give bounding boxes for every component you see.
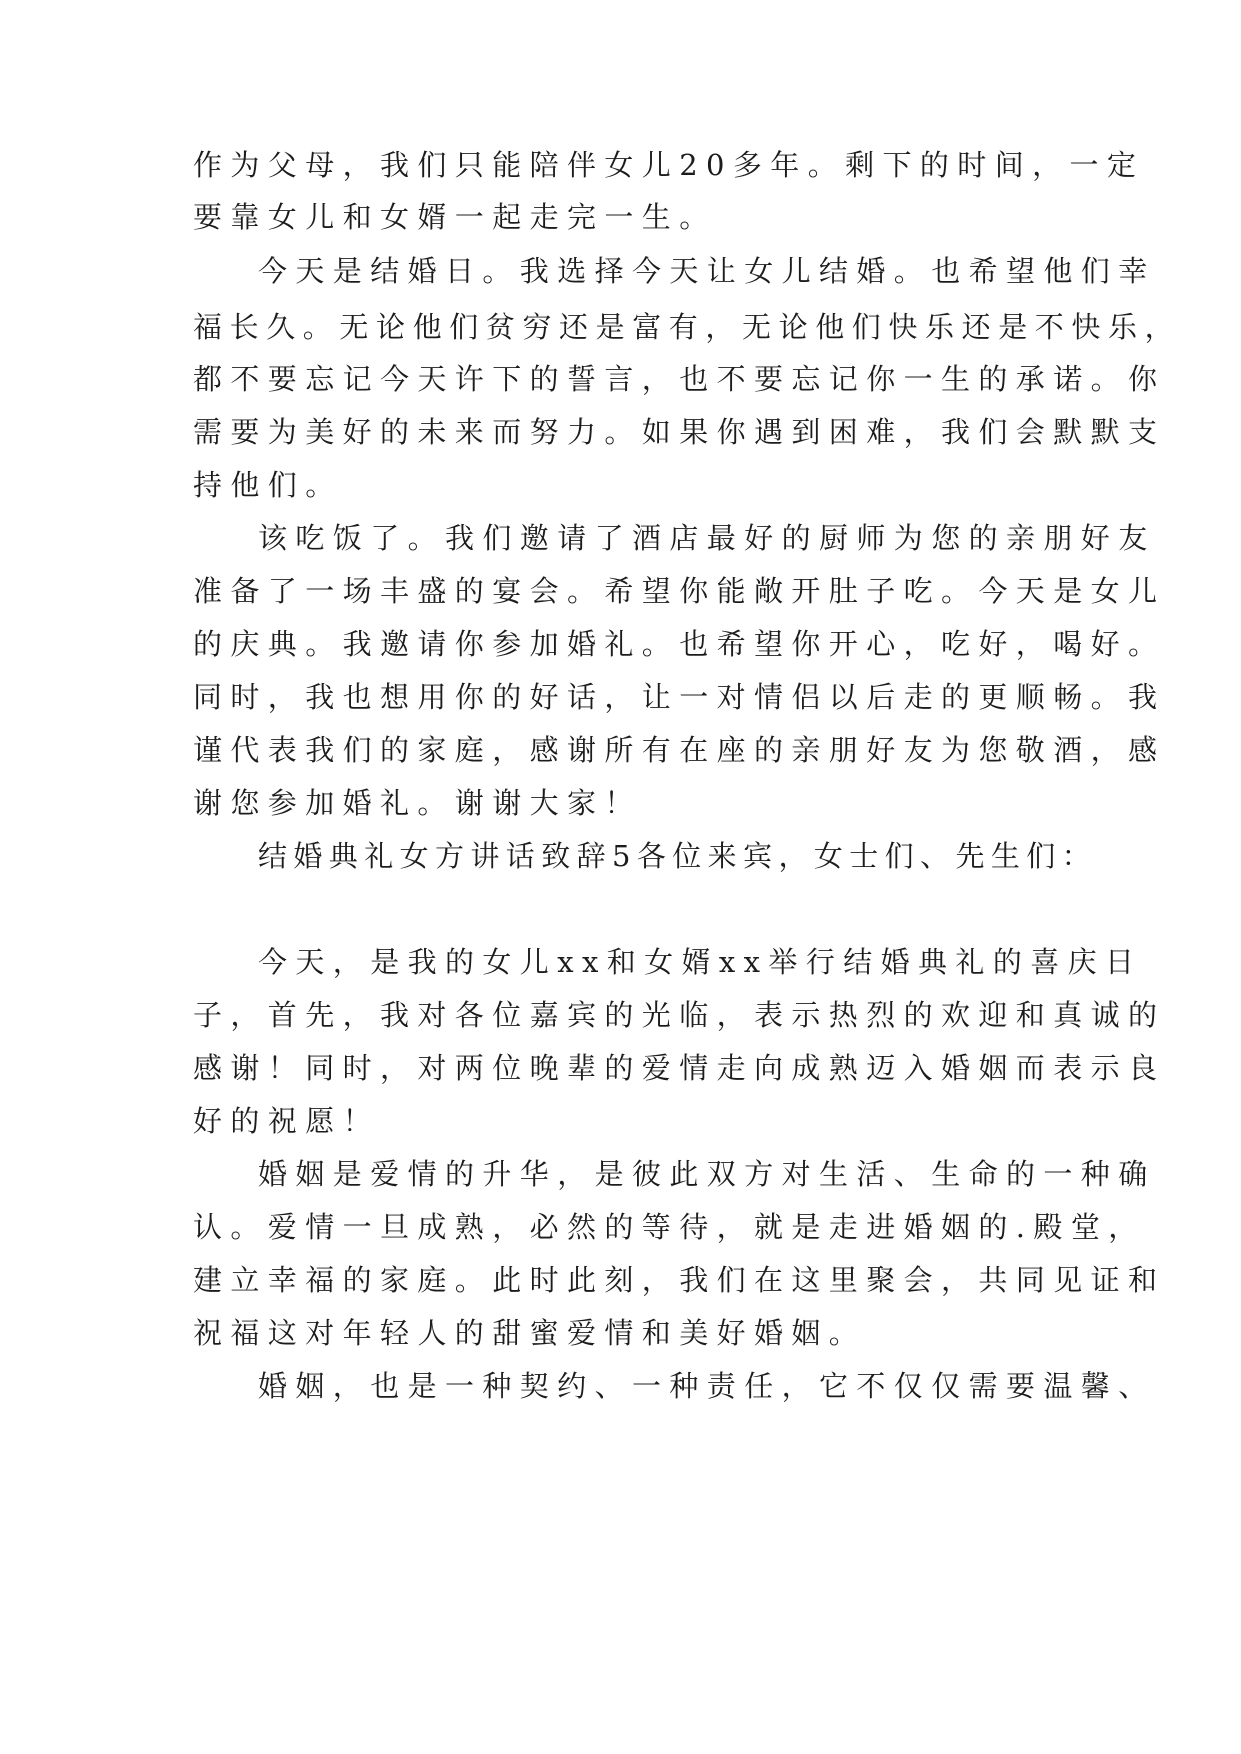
text-line-2: 要靠女儿和女婿一起走完一生。 xyxy=(193,200,717,234)
text-line-17: 感谢！同时，对两位晚辈的爱情走向成熟迈入婚姻而表示良 xyxy=(193,1051,1166,1085)
text-line-19: 婚姻是爱情的升华，是彼此双方对生活、生命的一种确 xyxy=(258,1157,1156,1191)
text-line-22: 祝福这对年轻人的甜蜜爱情和美好婚姻。 xyxy=(193,1316,867,1350)
text-line-23: 婚姻，也是一种契约、一种责任，它不仅仅需要温馨、 xyxy=(258,1369,1156,1403)
text-line-21: 建立幸福的家庭。此时此刻，我们在这里聚会，共同见证和 xyxy=(193,1263,1166,1297)
text-line-20: 认。爱情一旦成熟，必然的等待，就是走进婚姻的.殿堂， xyxy=(193,1210,1146,1244)
text-line-15: 今天，是我的女儿xx和女婿xx举行结婚典礼的喜庆日 xyxy=(258,945,1143,979)
text-line-4: 福长久。无论他们贫穷还是富有，无论他们快乐还是不快乐， xyxy=(193,310,1182,344)
text-line-14: 结婚典礼女方讲话致辞5各位来宾，女士们、先生们： xyxy=(258,839,1098,873)
text-line-6: 需要为美好的未来而努力。如果你遇到困难，我们会默默支 xyxy=(193,415,1166,449)
text-line-7: 持他们。 xyxy=(193,468,343,502)
text-line-11: 同时，我也想用你的好话，让一对情侣以后走的更顺畅。我 xyxy=(193,680,1166,714)
text-line-3: 今天是结婚日。我选择今天让女儿结婚。也希望他们幸 xyxy=(258,254,1156,288)
text-line-12: 谨代表我们的家庭，感谢所有在座的亲朋好友为您敬酒，感 xyxy=(193,733,1166,767)
text-line-8: 该吃饭了。我们邀请了酒店最好的厨师为您的亲朋好友 xyxy=(258,521,1156,555)
text-line-9: 准备了一场丰盛的宴会。希望你能敞开肚子吃。今天是女儿 xyxy=(193,574,1166,608)
text-line-5: 都不要忘记今天许下的誓言，也不要忘记你一生的承诺。你 xyxy=(193,362,1166,396)
text-line-13: 谢您参加婚礼。谢谢大家！ xyxy=(193,786,642,820)
text-line-10: 的庆典。我邀请你参加婚礼。也希望你开心，吃好，喝好。 xyxy=(193,627,1166,661)
text-line-16: 子，首先，我对各位嘉宾的光临，表示热烈的欢迎和真诚的 xyxy=(193,998,1166,1032)
text-line-1: 作为父母，我们只能陪伴女儿20多年。剩下的时间，一定 xyxy=(193,148,1145,182)
text-line-18: 好的祝愿！ xyxy=(193,1104,381,1138)
